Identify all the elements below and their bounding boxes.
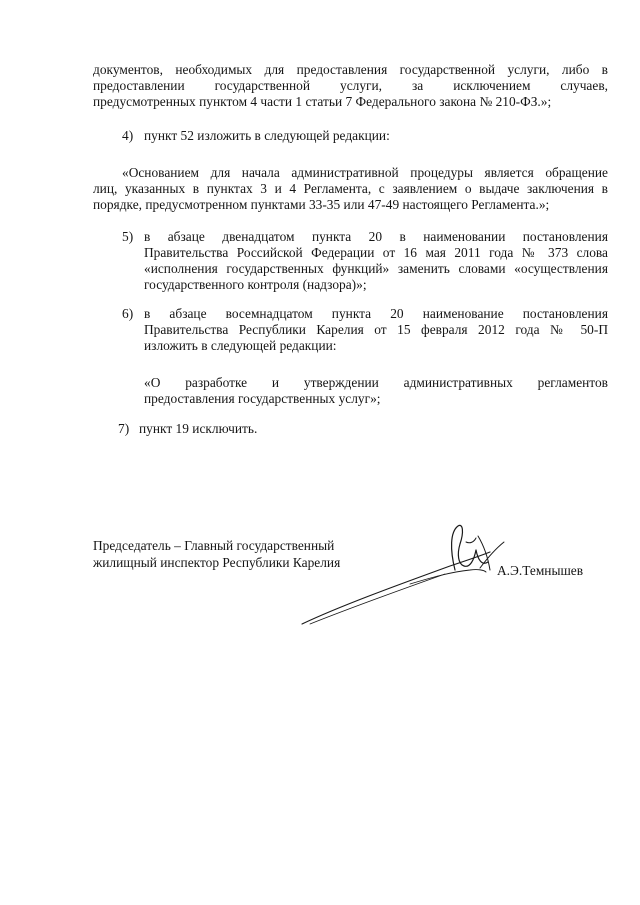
item-text: пункт 52 изложить в следующей редакции: — [144, 128, 390, 143]
item-number: 6) — [122, 306, 134, 321]
text-line: лиц, указанных в пунктах 3 и 4 Регламента, с заявлением о выдаче заключения в — [93, 181, 608, 196]
text-line: Правительства Российской Федерации от 16 мая 2011 года № 373 слова — [144, 245, 608, 260]
text-line: порядке, предусмотренном пунктами 33-35 или 47-49 настоящего Регламента.»; — [93, 197, 550, 212]
signatory-name: А.Э.Темнышев — [497, 563, 584, 578]
text-line: предоставления государственных услуг»; — [144, 391, 381, 406]
item-paragraph — [144, 229, 608, 293]
handwritten-signature — [300, 520, 510, 630]
quote-paragraph — [144, 375, 608, 407]
item-paragraph — [144, 306, 608, 354]
text-line: предусмотренных пунктом 4 части 1 статьи 7 Федерального закона № 210-ФЗ.»; — [93, 94, 552, 109]
text-line: изложить в следующей редакции: — [144, 338, 337, 353]
text-line: документов, необходимых для предоставления государственной услуги, либо в — [93, 62, 608, 77]
quote-paragraph — [93, 165, 608, 213]
item-number: 4) — [122, 128, 134, 143]
signatory-title-line: жилищный инспектор Республики Карелия — [93, 555, 341, 570]
text-line: предоставлении государственной услуги, за исключением случаев, — [93, 78, 608, 93]
text-line: в абзаце восемнадцатом пункта 20 наименование постановления — [144, 306, 608, 321]
text-line: государственного контроля (надзора)»; — [144, 277, 367, 292]
item-number: 5) — [122, 229, 134, 244]
top-paragraph — [93, 62, 608, 110]
item-text: пункт 19 исключить. — [139, 421, 258, 436]
text-line: «исполнения государственных функций» заменить словами «осуществления — [144, 261, 608, 276]
text-line: Правительства Республики Карелия от 15 февраля 2012 года № 50-П — [144, 322, 608, 337]
text-line: в абзаце двенадцатом пункта 20 в наименовании постановления — [144, 229, 608, 244]
text-line: «Основанием для начала административной процедуры является обращение — [122, 165, 608, 180]
text-line: «О разработке и утверждении административных регламентов — [144, 375, 608, 390]
item-number: 7) — [118, 421, 130, 436]
signatory-title-line: Председатель – Главный государственный — [93, 538, 335, 553]
